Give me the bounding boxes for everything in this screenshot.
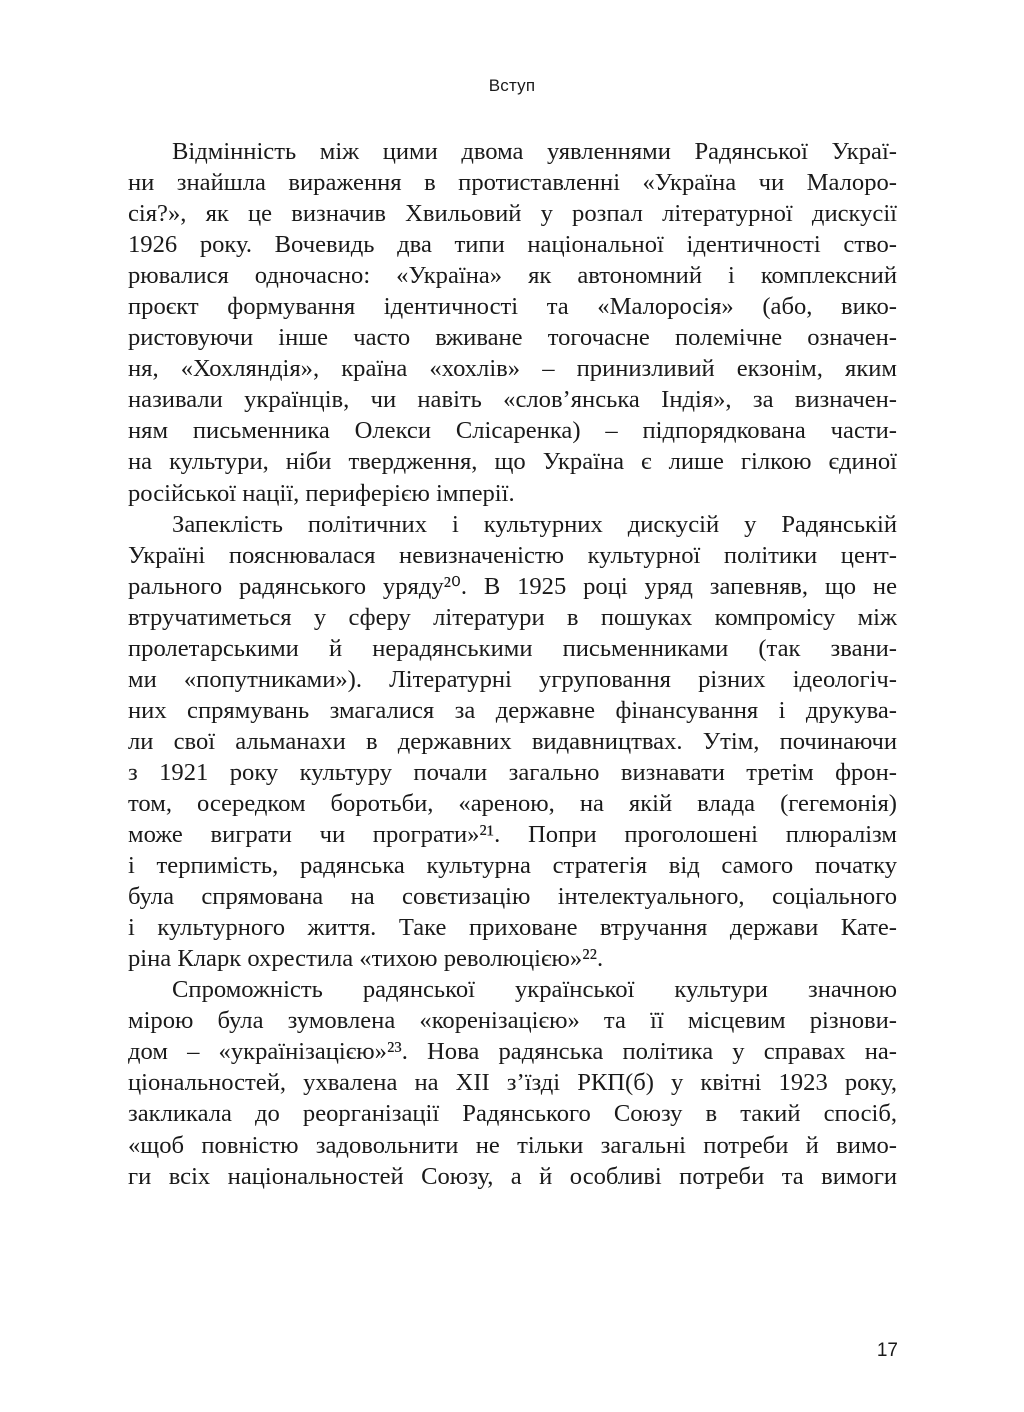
text-line: може виграти чи програти»²¹. Попри проголошені плюралізм	[128, 821, 897, 849]
text-line: Спроможність радянської української культури значною	[172, 976, 897, 1004]
text-line: Відмінність між цими двома уявленнями Радянської Украї-	[172, 138, 897, 165]
running-head: Вступ	[488, 76, 536, 95]
text-line: з 1921 року культуру почали загально визнавати третім фрон-	[128, 758, 897, 786]
paragraph-2	[128, 509, 897, 975]
text-line: проєкт формування ідентичності та «Малоросія» (або, вико-	[128, 293, 897, 321]
text-line: сія?», як це визначив Хвильовий у розпал літературної дискусії	[128, 200, 897, 228]
text-line: них спрямувань змагалися за державне фінансування і друкува-	[128, 696, 897, 724]
text-line: і культурного життя. Таке приховане втручання держави Кате-	[128, 914, 897, 942]
text-line: рювалися одночасно: «Україна» як автономний і комплексний	[128, 262, 897, 290]
text-line: ли свої альманахи в державних видавництвах. Утім, починаючи	[128, 727, 897, 755]
text-line: ріна Кларк охрестила «тихою революцією»²².	[128, 945, 604, 973]
text-line: втручатиметься у сферу літератури в пошуках компромісу між	[128, 603, 897, 631]
text-line: на культури, ніби твердження, що Україна є лише гілкою єдиної	[128, 448, 897, 476]
text-line: ням письменника Олекси Слісаренка) – підпорядкована части-	[128, 417, 897, 445]
text-line: ня, «Хохляндія», країна «хохлів» – принизливий екзонім, яким	[128, 355, 897, 383]
text-line: ги всіх національностей Союзу, а й особливі потреби та вимоги	[128, 1162, 897, 1190]
text-line: ни знайшла вираження в протиставленні «Україна чи Малоро-	[128, 169, 897, 197]
text-line: дом – «українізацією»²³. Нова радянська політика у справах на-	[128, 1038, 897, 1066]
text-line: і терпимість, радянська культурна стратегія від самого початку	[128, 852, 897, 880]
text-line: була спрямована на совєтизацію інтелектуального, соціального	[128, 883, 897, 911]
text-line: ми «попутниками»). Літературні угруповання різних ідеологіч-	[128, 665, 897, 693]
text-line: ціональностей, ухвалена на XII з’їзді РКП(б) у квітні 1923 року,	[128, 1069, 897, 1097]
text-line: називали українців, чи навіть «слов’янська Індія», за визначен-	[128, 386, 897, 414]
text-line: том, осередком боротьби, «ареною, на якій влада (гегемонія)	[128, 789, 897, 817]
text-line: 1926 року. Вочевидь два типи національної ідентичності ство-	[128, 231, 897, 259]
text-line: мірою була зумовлена «коренізацією» та її місцевим різнови-	[128, 1007, 897, 1035]
text-line: Запеклість політичних і культурних дискусій у Радянській	[172, 510, 897, 538]
text-line: пролетарськими й нерадянськими письменниками (так звани-	[128, 634, 897, 662]
body-text	[128, 136, 897, 1192]
text-line: рального радянського уряду²⁰. В 1925 році уряд запевняв, що не	[128, 572, 897, 600]
paragraph-1	[128, 136, 897, 509]
text-line: ристовуючи інше часто вживане тогочасне полемічне означен-	[128, 324, 897, 352]
text-line: «щоб повністю задовольнити не тільки загальні потреби й вимо-	[128, 1131, 897, 1159]
page-number: 17	[876, 1340, 898, 1361]
paragraph-3	[128, 974, 897, 1191]
text-line: Україні пояснювалася невизначеністю культурної політики цент-	[128, 541, 897, 569]
text-line: російської нації, периферією імперії.	[128, 479, 515, 507]
text-line: закликала до реорганізації Радянського Союзу в такий спосіб,	[128, 1100, 897, 1128]
